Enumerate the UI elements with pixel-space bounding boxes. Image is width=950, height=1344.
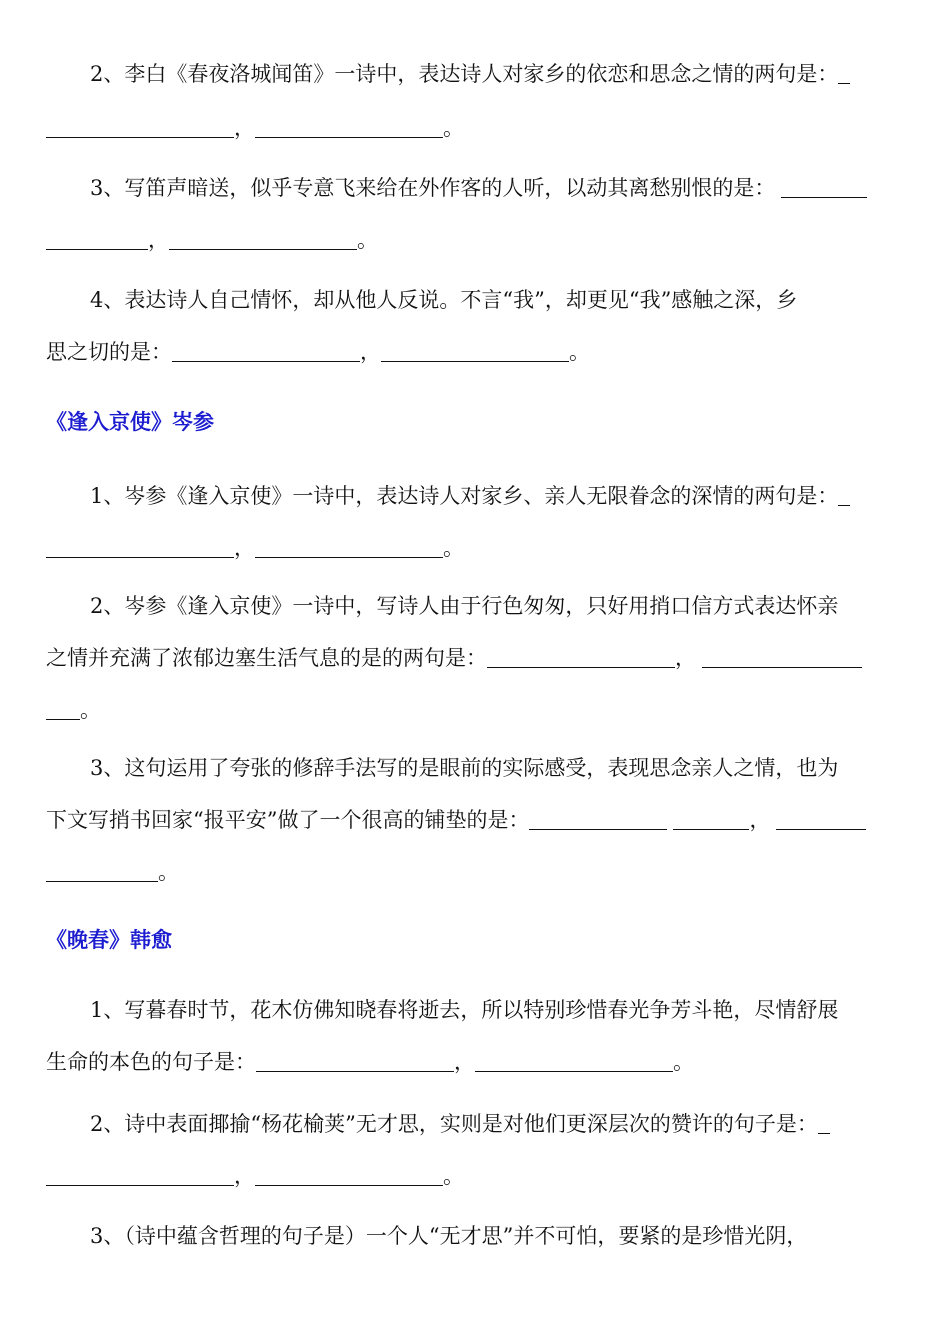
comma: ， [454, 1050, 475, 1074]
question-text: 生命的本色的句子是： [46, 1050, 256, 1074]
wanchun-question-2-line2 [46, 1156, 906, 1196]
answer-blank[interactable] [781, 175, 867, 198]
wanchun-question-1-line2 [46, 1042, 906, 1082]
question-text: 下文写捎书回家“报平安”做了一个很高的铺垫的是： [46, 808, 530, 832]
answer-blank[interactable] [255, 115, 443, 138]
section-heading-fengru: 《逢入京使》岑参 [46, 410, 214, 434]
fengru-question-3-line2 [46, 800, 906, 840]
comma: ， [360, 340, 381, 364]
period: 。 [443, 116, 464, 140]
question-text: 3、写笛声暗送，似乎专意飞来给在外作客的人听，以动其离愁别恨的是： [90, 176, 776, 200]
question-text: 4、表达诗人自己情怀，却从他人反说。不言“我”，却更见“我”感触之深，乡 [90, 288, 798, 312]
period: 。 [80, 698, 101, 722]
answer-blank[interactable] [255, 535, 443, 558]
fengru-question-2-line3 [46, 690, 906, 730]
answer-blank[interactable] [46, 115, 234, 138]
question-text: 1、写暮春时节，花木仿佛知晓春将逝去，所以特别珍惜春光争芳斗艳，尽情舒展 [90, 998, 839, 1022]
question-text: 2、诗中表面揶揄“杨花榆荚”无才思，实则是对他们更深层次的赞许的句子是： [90, 1112, 818, 1136]
fengru-question-2-line2 [46, 638, 906, 678]
fengru-question-2-line1 [90, 586, 906, 626]
comma: ， [234, 1164, 255, 1188]
question-2-line1 [90, 54, 906, 94]
question-text: 1、岑参《逢入京使》一诗中，表达诗人对家乡、亲人无限眷念的深情的两句是： [90, 484, 839, 508]
answer-blank[interactable] [255, 1163, 443, 1186]
wanchun-question-2-line1 [90, 1104, 906, 1144]
question-4-line2 [46, 332, 906, 372]
comma: ， [234, 116, 255, 140]
question-4-line1 [90, 280, 906, 320]
fengru-question-3-line1 [90, 748, 906, 788]
question-text: 2、岑参《逢入京使》一诗中，写诗人由于行色匆匆，只好用捎口信方式表达怀亲 [90, 594, 839, 618]
answer-blank[interactable] [838, 483, 850, 506]
question-text: 3、（诗中蕴含哲理的句子是）一个人“无才思”并不可怕，要紧的是珍惜光阴， [90, 1224, 808, 1248]
answer-blank[interactable] [172, 339, 360, 362]
answer-blank[interactable] [818, 1111, 830, 1134]
period: 。 [158, 860, 179, 884]
answer-blank[interactable] [46, 1163, 234, 1186]
question-2-line2 [46, 108, 906, 148]
answer-blank[interactable] [838, 61, 850, 84]
section-heading-wanchun: 《晚春》韩愈 [46, 928, 172, 952]
comma: ， [234, 536, 255, 560]
answer-blank[interactable] [169, 227, 357, 250]
answer-blank[interactable] [776, 807, 866, 830]
question-text: 思之切的是： [46, 340, 172, 364]
answer-blank[interactable] [256, 1049, 454, 1072]
period: 。 [357, 228, 378, 252]
comma: ， [148, 228, 169, 252]
question-text: 之情并充满了浓郁边塞生活气息的是的两句是： [46, 646, 487, 670]
answer-blank[interactable] [46, 859, 158, 882]
comma: ， [675, 646, 696, 670]
answer-blank[interactable] [673, 807, 749, 830]
answer-blank[interactable] [487, 645, 675, 668]
fengru-question-1-line1 [90, 476, 906, 516]
answer-blank[interactable] [381, 339, 569, 362]
answer-blank[interactable] [46, 535, 234, 558]
question-3-line2 [46, 220, 906, 260]
fengru-question-3-line3 [46, 852, 906, 892]
period: 。 [443, 1164, 464, 1188]
answer-blank[interactable] [46, 697, 80, 720]
period: 。 [569, 340, 590, 364]
answer-blank[interactable] [702, 645, 862, 668]
answer-blank[interactable] [475, 1049, 673, 1072]
wanchun-question-1-line1 [90, 990, 906, 1030]
question-text: 3、这句运用了夸张的修辞手法写的是眼前的实际感受，表现思念亲人之情，也为 [90, 756, 839, 780]
period: 。 [443, 536, 464, 560]
question-text: 2、李白《春夜洛城闻笛》一诗中，表达诗人对家乡的依恋和思念之情的两句是： [90, 62, 839, 86]
fengru-question-1-line2 [46, 528, 906, 568]
period: 。 [673, 1050, 694, 1074]
wanchun-question-3-line1 [90, 1216, 906, 1256]
question-3-line1 [90, 168, 906, 208]
comma: ， [749, 808, 771, 832]
answer-blank[interactable] [529, 807, 667, 830]
answer-blank[interactable] [46, 227, 148, 250]
